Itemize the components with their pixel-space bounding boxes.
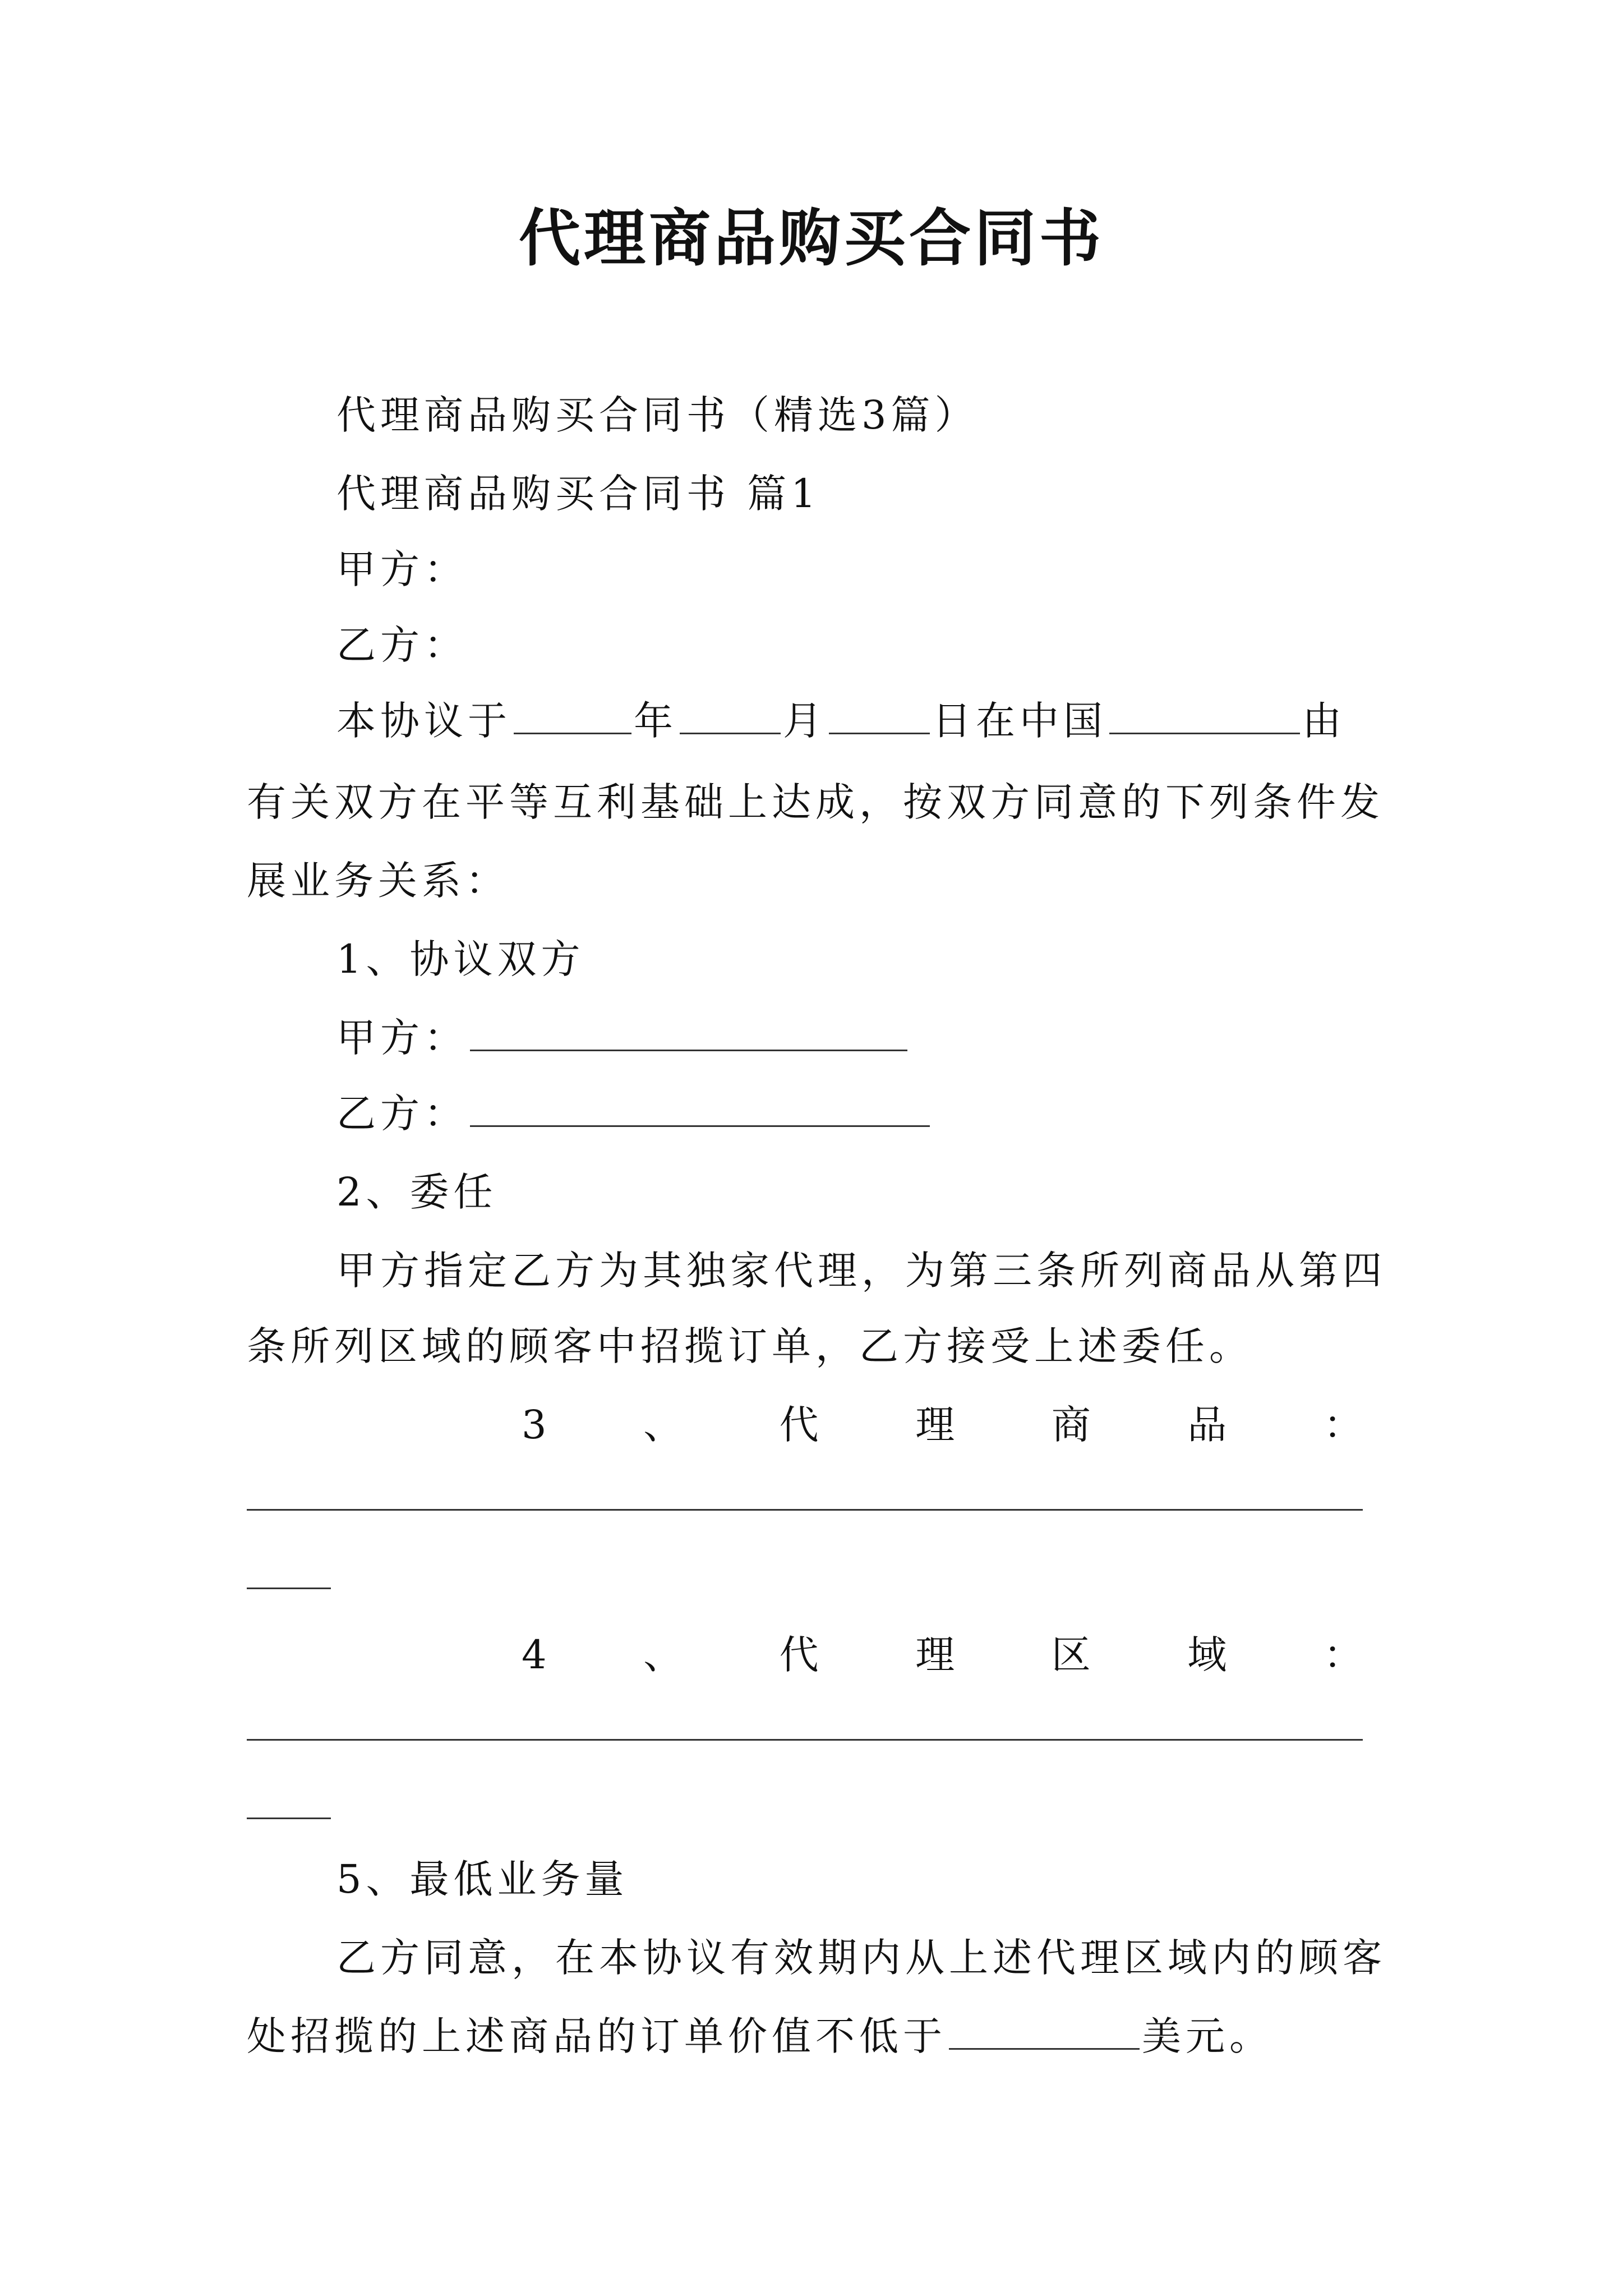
document-title: 代理商品购买合同书 (519, 202, 1104, 274)
section-2-line-1: 甲方指定乙方为其独家代理，为第三条所列商品从第四 (336, 1248, 1386, 1294)
sec3-char: ： (1323, 1402, 1363, 1448)
sec4-char: ： (1323, 1632, 1363, 1678)
party-b-text: 乙方： (336, 1091, 468, 1137)
sec4-char: 域 (1187, 1632, 1227, 1678)
sec5-text-b: 美元。 (1142, 2013, 1273, 2059)
section-1-party-b (336, 1085, 932, 1142)
section-2-line-2: 条所列区域的顾客中招揽订单，乙方接受上述委任。 (247, 1323, 1253, 1369)
sec3-char: 品 (1187, 1402, 1227, 1448)
sec3-char: 3 (522, 1402, 547, 1448)
section-4-blank-line (247, 1739, 1363, 1741)
month-blank (680, 693, 781, 734)
section-1-party-a (336, 1010, 910, 1066)
intro-line-3: 展业务关系： (247, 858, 509, 904)
amount-blank (949, 2009, 1140, 2050)
intro-by: 由 (1302, 698, 1346, 744)
year-blank (514, 693, 631, 734)
sec4-char: 区 (1051, 1632, 1091, 1678)
sec4-char: 、 (643, 1632, 683, 1678)
section-1-heading: 1、协议双方 (336, 936, 585, 982)
intro-month: 月 (783, 698, 827, 744)
intro-year: 年 (634, 698, 677, 744)
sec4-char: 4 (522, 1632, 547, 1678)
sec4-char: 代 (779, 1632, 819, 1678)
party-a-text: 甲方： (336, 1015, 468, 1061)
sec5-text-a: 处招揽的上述商品的订单价值不低于 (247, 2013, 947, 2059)
intro-text: 本协议于 (336, 698, 511, 744)
section-3-blank-line (247, 1509, 1363, 1511)
document-subtitle: 代理商品购买合同书（精选3篇） (336, 392, 979, 438)
section-5-heading: 5、最低业务量 (336, 1856, 629, 1902)
intro-line-1 (336, 693, 1346, 749)
section-3-heading (522, 1397, 1363, 1453)
section-4-blank-tail (247, 1818, 331, 1819)
party-a-blank (470, 1010, 907, 1051)
part-heading: 代理商品购买合同书 篇1 (336, 471, 820, 517)
section-3-blank-tail (247, 1588, 331, 1589)
section-4-heading (522, 1627, 1363, 1683)
place-blank (1109, 693, 1300, 734)
intro-day-place: 日在中国 (932, 698, 1107, 744)
section-5-line-1: 乙方同意，在本协议有效期内从上述代理区域内的顾客 (336, 1935, 1386, 1981)
party-a-label: 甲方： (336, 546, 468, 592)
sec4-char: 理 (915, 1632, 955, 1678)
sec3-char: 商 (1051, 1402, 1091, 1448)
party-b-label: 乙方： (336, 622, 468, 668)
sec3-char: 、 (643, 1402, 683, 1448)
day-blank (829, 693, 930, 734)
sec3-char: 理 (915, 1402, 955, 1448)
party-b-blank (470, 1086, 930, 1127)
intro-line-2: 有关双方在平等互利基础上达成，按双方同意的下列条件发 (247, 779, 1384, 825)
section-5-line-2 (247, 2008, 1273, 2064)
section-2-heading: 2、委任 (336, 1169, 497, 1215)
sec3-char: 代 (779, 1402, 819, 1448)
